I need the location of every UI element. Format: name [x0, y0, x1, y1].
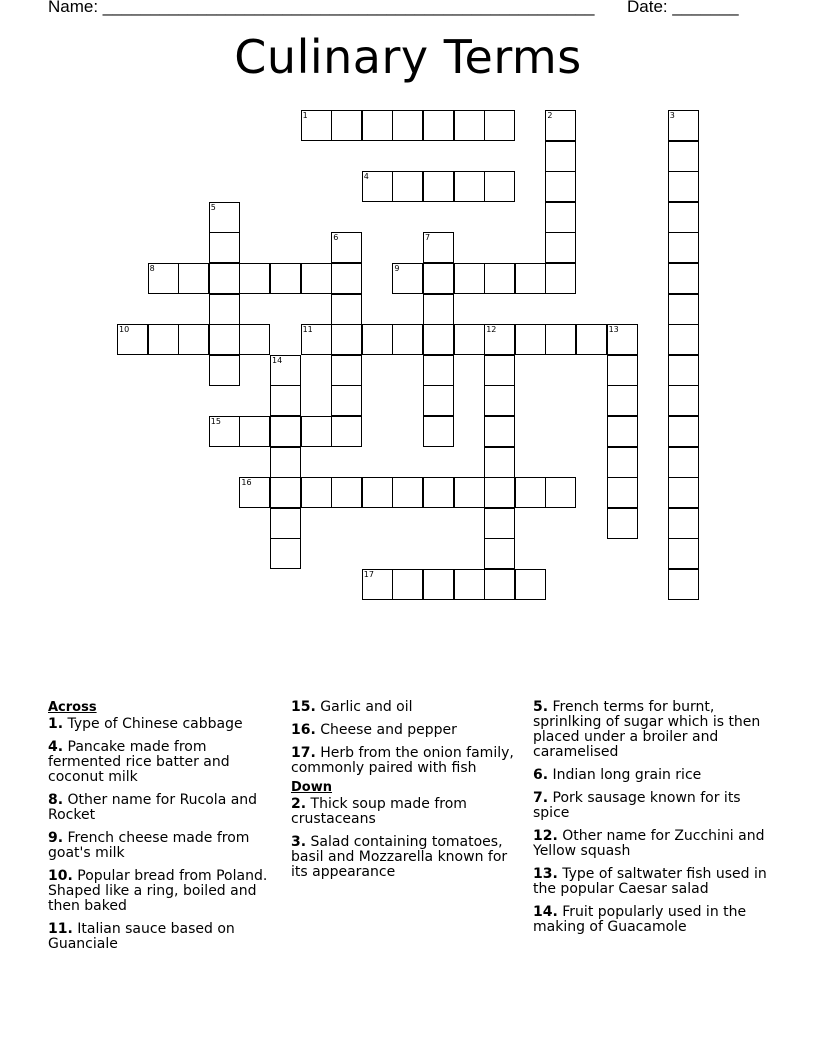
crossword-cell[interactable]	[392, 477, 423, 508]
clue-number-label: 2.	[291, 796, 307, 812]
crossword-cell[interactable]	[545, 171, 576, 202]
crossword-cell[interactable]	[515, 324, 546, 355]
crossword-cell[interactable]	[668, 569, 699, 600]
crossword-cell[interactable]	[331, 294, 362, 325]
clues-column-3	[533, 700, 773, 943]
crossword-cell[interactable]	[668, 232, 699, 263]
crossword-cell[interactable]	[515, 569, 546, 600]
clue-number-label: 11.	[48, 921, 73, 937]
crossword-cell[interactable]	[209, 355, 240, 386]
clue-text: Type of Chinese cabbage	[63, 716, 243, 732]
crossword-cell[interactable]	[484, 447, 515, 478]
crossword-cell[interactable]	[270, 263, 301, 294]
crossword-cell[interactable]	[270, 385, 301, 416]
crossword-cell[interactable]	[423, 385, 454, 416]
clue-item	[48, 922, 273, 952]
clue-number-label: 5.	[533, 699, 549, 715]
clue-number-label: 14.	[533, 904, 558, 920]
crossword-cell[interactable]	[362, 569, 393, 600]
clue-text: Thick soup made from crustaceans	[291, 796, 467, 827]
clue-text: Other name for Rucola and Rocket	[48, 792, 258, 823]
clue-number: 14	[272, 355, 283, 365]
crossword-cell[interactable]	[668, 110, 699, 141]
page-title: Culinary Terms	[234, 30, 582, 84]
crossword-cell[interactable]	[270, 416, 301, 447]
crossword-cell[interactable]	[423, 416, 454, 447]
crossword-cell[interactable]	[484, 538, 515, 569]
clue-number: 4	[363, 172, 369, 182]
crossword-cell[interactable]	[545, 141, 576, 172]
clue-number: 5	[210, 202, 216, 212]
crossword-cell[interactable]	[545, 263, 576, 294]
crossword-cell[interactable]	[423, 232, 454, 263]
clue-number: 1	[302, 111, 308, 120]
clue-number-label: 7.	[533, 790, 549, 806]
crossword-cell[interactable]	[392, 263, 423, 294]
crossword-cell[interactable]	[607, 416, 638, 447]
crossword-cell[interactable]	[423, 110, 454, 141]
crossword-cell[interactable]	[331, 232, 362, 263]
clue-number-label: 17.	[291, 745, 316, 761]
crossword-cell[interactable]	[270, 538, 301, 569]
across-heading: Across	[48, 700, 97, 715]
clue-text: Type of saltwater fish used in the popular Caesar salad	[533, 866, 767, 897]
crossword-cell[interactable]	[668, 385, 699, 416]
crossword-cell[interactable]	[331, 110, 362, 141]
crossword-cell[interactable]	[484, 171, 515, 202]
crossword-cell[interactable]	[668, 141, 699, 172]
crossword-cell[interactable]	[392, 110, 423, 141]
clue-item	[533, 791, 773, 821]
clue-text: Fruit popularly used in the making of Guacamole	[533, 904, 747, 935]
crossword-cell[interactable]	[484, 355, 515, 386]
crossword-cell[interactable]	[301, 416, 332, 447]
clue-number-label: 15.	[291, 699, 316, 715]
clue-item	[48, 869, 273, 914]
name-field-label: Name: ____________________________________________________	[48, 0, 595, 16]
crossword-cell[interactable]	[301, 477, 332, 508]
crossword-cell[interactable]	[668, 508, 699, 539]
crossword-cell[interactable]	[454, 263, 485, 294]
clue-text: Pork sausage known for its spice	[533, 790, 741, 821]
crossword-cell[interactable]	[148, 324, 179, 355]
crossword-cell[interactable]	[484, 385, 515, 416]
clue-text: Salad containing tomatoes, basil and Mozzarella known for its appearance	[291, 834, 508, 880]
clue-number: 13	[608, 325, 619, 335]
clue-number: 9	[394, 264, 400, 273]
crossword-cell[interactable]	[423, 324, 454, 355]
crossword-cell[interactable]	[454, 324, 485, 355]
clue-text: Garlic and oil	[315, 699, 413, 715]
crossword-cell[interactable]	[454, 569, 485, 600]
clue-item	[48, 740, 273, 785]
crossword-cell[interactable]	[423, 171, 454, 202]
crossword-cell[interactable]	[301, 110, 332, 141]
clue-number: 8	[149, 264, 155, 273]
clue-text: Pancake made from fermented rice batter and coconut milk	[48, 739, 230, 785]
clue-item	[533, 768, 773, 783]
crossword-cell[interactable]	[484, 324, 515, 355]
crossword-cell[interactable]	[239, 477, 270, 508]
clue-number-label: 16.	[291, 722, 316, 738]
crossword-cell[interactable]	[423, 477, 454, 508]
clue-item	[291, 746, 523, 776]
crossword-cell[interactable]	[270, 477, 301, 508]
clue-text: Herb from the onion family, commonly paired with fish	[291, 745, 514, 776]
crossword-cell[interactable]	[454, 110, 485, 141]
crossword-cell[interactable]	[668, 355, 699, 386]
crossword-cell[interactable]	[576, 324, 607, 355]
clue-number: 16	[241, 478, 252, 488]
crossword-cell[interactable]	[270, 355, 301, 386]
crossword-cell[interactable]	[331, 355, 362, 386]
crossword-cell[interactable]	[668, 263, 699, 294]
down-heading: Down	[291, 780, 332, 795]
crossword-cell[interactable]	[239, 416, 270, 447]
crossword-cell[interactable]	[668, 324, 699, 355]
clue-number-label: 3.	[291, 834, 307, 850]
crossword-cell[interactable]	[392, 324, 423, 355]
crossword-cell[interactable]	[668, 477, 699, 508]
crossword-cell[interactable]	[484, 416, 515, 447]
crossword-cell[interactable]	[668, 202, 699, 233]
crossword-cell[interactable]	[178, 263, 209, 294]
crossword-cell[interactable]	[209, 202, 240, 233]
crossword-cell[interactable]	[607, 508, 638, 539]
clue-text: Popular bread from Poland. Shaped like a ring, boiled and then baked	[48, 868, 268, 914]
clue-text: Other name for Zucchini and Yellow squash	[533, 828, 765, 859]
crossword-cell[interactable]	[607, 447, 638, 478]
crossword-cell[interactable]	[331, 416, 362, 447]
crossword-cell[interactable]	[362, 171, 393, 202]
crossword-cell[interactable]	[484, 477, 515, 508]
clue-number-label: 1.	[48, 716, 64, 732]
crossword-cell[interactable]	[270, 447, 301, 478]
crossword-cell[interactable]	[545, 477, 576, 508]
crossword-cell[interactable]	[484, 508, 515, 539]
clue-item	[291, 700, 523, 715]
clue-number-label: 9.	[48, 830, 64, 846]
crossword-cell[interactable]	[423, 355, 454, 386]
crossword-cell[interactable]	[545, 202, 576, 233]
crossword-cell[interactable]	[362, 477, 393, 508]
clue-number: 10	[119, 325, 130, 335]
crossword-cell[interactable]	[331, 477, 362, 508]
crossword-cell[interactable]	[148, 263, 179, 294]
clue-item	[291, 835, 523, 880]
crossword-cell[interactable]	[178, 324, 209, 355]
crossword-cell[interactable]	[668, 416, 699, 447]
clue-number-label: 8.	[48, 792, 64, 808]
crossword-cell[interactable]	[239, 324, 270, 355]
clue-number-label: 13.	[533, 866, 558, 882]
crossword-cell[interactable]	[607, 355, 638, 386]
crossword-cell[interactable]	[209, 324, 240, 355]
crossword-cell[interactable]	[362, 324, 393, 355]
clue-number-label: 4.	[48, 739, 64, 755]
clue-item	[48, 831, 273, 861]
clue-number: 2	[547, 111, 553, 120]
date-field-label: Date: _______	[627, 0, 739, 16]
clue-number: 17	[363, 570, 374, 579]
crossword-cell[interactable]	[607, 324, 638, 355]
crossword-cell[interactable]	[209, 294, 240, 325]
crossword-cell[interactable]	[454, 171, 485, 202]
crossword-cell[interactable]	[392, 171, 423, 202]
clue-item	[533, 829, 773, 859]
crossword-cell[interactable]	[331, 385, 362, 416]
clue-number-label: 12.	[533, 828, 558, 844]
crossword-cell[interactable]	[545, 324, 576, 355]
clue-item	[291, 797, 523, 827]
crossword-cell[interactable]	[423, 263, 454, 294]
crossword-cell[interactable]	[668, 447, 699, 478]
crossword-cell[interactable]	[239, 263, 270, 294]
clue-item	[533, 867, 773, 897]
crossword-cell[interactable]	[423, 569, 454, 600]
crossword-cell[interactable]	[270, 508, 301, 539]
crossword-cell[interactable]	[117, 324, 148, 355]
clue-text: French cheese made from goat's milk	[48, 830, 250, 861]
crossword-cell[interactable]	[545, 110, 576, 141]
crossword-cell[interactable]	[545, 232, 576, 263]
crossword-cell[interactable]	[331, 263, 362, 294]
clue-number: 7	[425, 233, 431, 243]
clue-number: 6	[333, 233, 339, 243]
clue-number: 12	[486, 325, 497, 335]
crossword-cell[interactable]	[607, 385, 638, 416]
crossword-cell[interactable]	[362, 110, 393, 141]
clue-item	[533, 905, 773, 935]
clue-item	[533, 700, 773, 760]
clue-item	[291, 723, 523, 738]
crossword-cell[interactable]	[515, 477, 546, 508]
clue-number-label: 6.	[533, 767, 549, 783]
crossword-cell[interactable]	[423, 294, 454, 325]
clue-text: Cheese and pepper	[315, 722, 457, 738]
crossword-cell[interactable]	[392, 569, 423, 600]
crossword-cell[interactable]	[515, 263, 546, 294]
crossword-cell[interactable]	[331, 324, 362, 355]
crossword-cell[interactable]	[668, 294, 699, 325]
crossword-cell[interactable]	[484, 569, 515, 600]
crossword-cell[interactable]	[301, 263, 332, 294]
crossword-cell[interactable]	[607, 477, 638, 508]
clue-number: 15	[210, 417, 221, 426]
clue-text: French terms for burnt, sprinlking of sugar which is then placed under a broiler and caramelised	[533, 699, 761, 760]
clue-number: 11	[302, 325, 313, 335]
crossword-cell[interactable]	[668, 538, 699, 569]
crossword-cell[interactable]	[454, 477, 485, 508]
clue-text: Indian long grain rice	[548, 767, 702, 783]
clues-column-1	[48, 700, 273, 960]
clue-item	[48, 793, 273, 823]
clue-text: Italian sauce based on Guanciale	[48, 921, 235, 952]
crossword-cell[interactable]	[301, 324, 332, 355]
crossword-cell[interactable]	[209, 263, 240, 294]
crossword-cell[interactable]	[484, 110, 515, 141]
clues-column-2	[291, 700, 523, 888]
crossword-cell[interactable]	[668, 171, 699, 202]
clue-item	[48, 717, 273, 732]
clue-number-label: 10.	[48, 868, 73, 884]
crossword-cell[interactable]	[484, 263, 515, 294]
crossword-cell[interactable]	[209, 232, 240, 263]
clue-number: 3	[669, 111, 675, 120]
crossword-cell[interactable]	[209, 416, 240, 447]
